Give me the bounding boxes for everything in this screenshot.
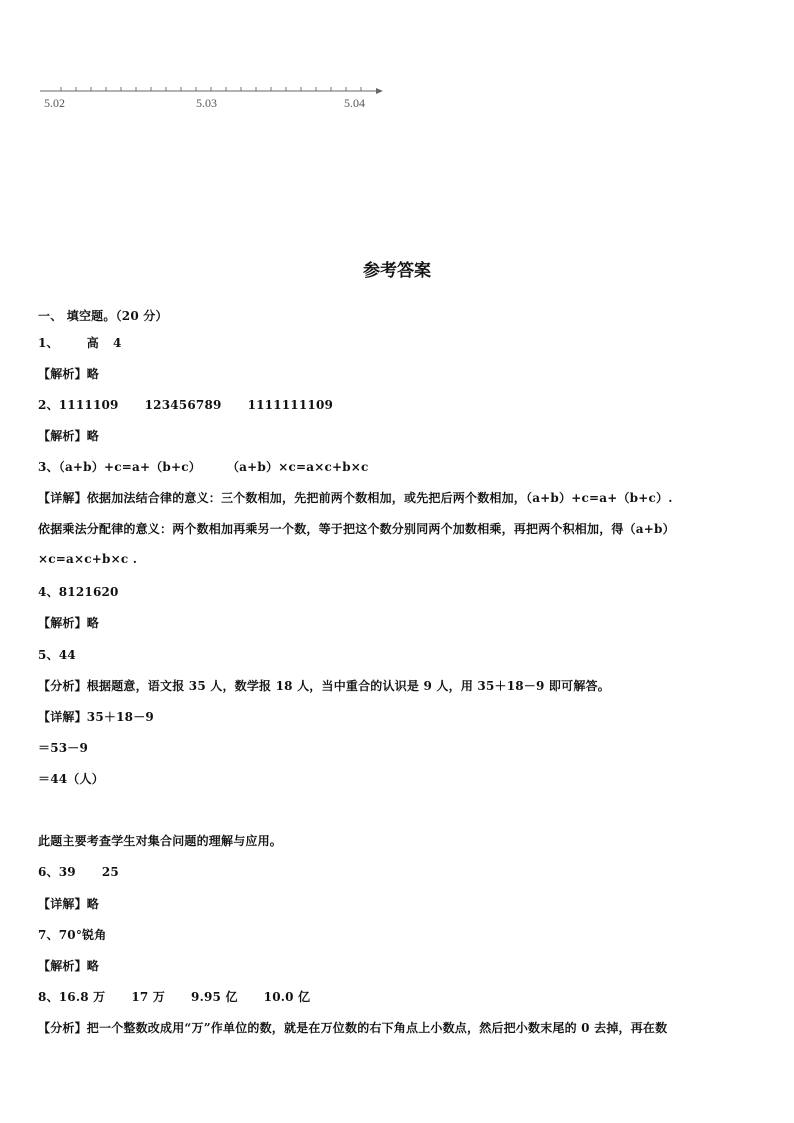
explanation-4: 【解析】略 (38, 616, 100, 630)
explanation-5-line-1: 【详解】35＋18－9 (38, 710, 154, 724)
explanation-5-line-3: ＝44（人） (38, 772, 104, 786)
tick-label-end: 5.04 (344, 96, 365, 110)
explanation-1: 【解析】略 (38, 367, 100, 381)
answer-2 (38, 396, 333, 413)
answer-2-value-a: 2、1111109 (38, 398, 119, 412)
answer-3-value-b: （a+b）×c=a×c+b×c (226, 460, 369, 474)
answer-2-value-c: 1111111109 (247, 398, 334, 412)
number-line (38, 84, 388, 114)
answer-8-value-a: 8、16.8 万 (38, 990, 106, 1004)
answer-1-number: 1、 (38, 336, 59, 350)
analysis-8: 【分析】把一个整数改成用“万”作单位的数，就是在万位数的右下角点上小数点，然后把小数末尾的 0 去掉，再在数 (38, 1021, 668, 1035)
explanation-3-line-2: 依据乘法分配律的意义：两个数相加再乘另一个数，等于把这个数分别同两个加数相乘，再把两个积相加，得（a+b） (38, 522, 675, 536)
answer-1 (38, 334, 122, 351)
answer-7: 7、70°锐角 (38, 928, 107, 942)
comment-5: 此题主要考查学生对集合问题的理解与应用。 (38, 834, 283, 848)
answer-6 (38, 863, 119, 880)
analysis-5: 【分析】根据题意，语文报 35 人，数学报 18 人，当中重合的认识是 9 人，用 35＋18－9 即可解答。 (38, 679, 610, 693)
answer-8-value-b: 17 万 (131, 990, 166, 1004)
answer-1-value-b: 4 (112, 336, 122, 350)
explanation-3-line-1: 【详解】依据加法结合律的意义：三个数相加，先把前两个数相加，或先把后两个数相加，（a+b）+c=a+（b+c）. (38, 491, 673, 505)
answer-6-value-a: 6、39 (38, 865, 76, 879)
explanation-7: 【解析】略 (38, 959, 100, 973)
answer-4: 4、8121620 (38, 585, 119, 599)
answer-3-value-a: 3、（a+b）+c=a+（b+c） (38, 460, 201, 474)
answers-title: 参考答案 (363, 261, 431, 281)
answer-8-value-c: 9.95 亿 (191, 990, 238, 1004)
explanation-3-line-3: ×c=a×c+b×c . (38, 552, 138, 566)
answer-8 (38, 988, 310, 1005)
answer-5: 5、44 (38, 648, 76, 662)
explanation-5-line-2: ＝53－9 (38, 741, 89, 755)
answer-8-value-d: 10.0 亿 (263, 990, 311, 1004)
tick-label-middle: 5.03 (196, 96, 217, 110)
answer-1-value-a: 高 (86, 336, 99, 350)
tick-label-start: 5.02 (44, 96, 65, 110)
answer-2-value-b: 123456789 (144, 398, 222, 412)
answer-3 (38, 458, 369, 475)
explanation-2: 【解析】略 (38, 429, 100, 443)
explanation-6: 【详解】略 (38, 897, 100, 911)
section-heading: 一、 填空题。（20 分） (38, 309, 168, 323)
answer-6-value-b: 25 (101, 865, 119, 879)
